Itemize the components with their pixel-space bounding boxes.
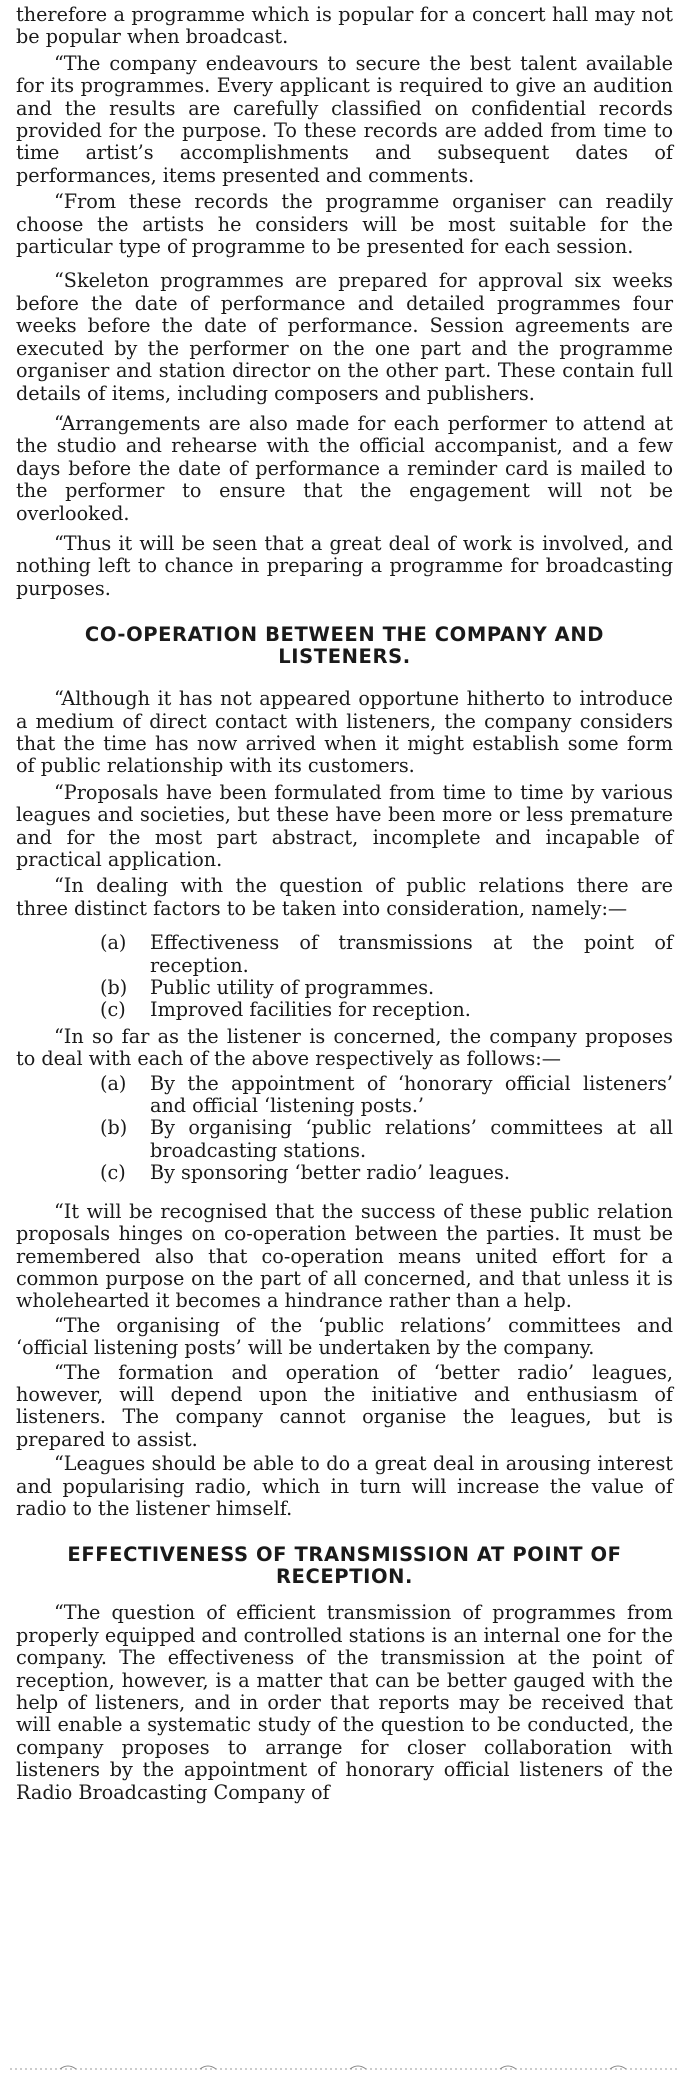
paragraph-efficient-transmission: “The question of efficient transmission of programmes from properly equipped and controlled stations is an internal one for the company. The effectiveness of the transmission at the point of reception, however, is a matter that can be better gauged with the help of listeners, and in order that reports may be received that will enable a systematic study of the question to be conducted, the company proposes to arrange for closer collaboration with listeners by the appointment of honorary official listeners of the Radio Broadcasting Company of	[16, 1601, 673, 1804]
ornament-arc	[200, 2066, 216, 2069]
paragraph-although: “Although it has not appeared opportune hitherto to introduce a medium of direct contact with listeners, the company considers that the time has now arrived when it might establish some form of public relationship with its customers.	[16, 687, 673, 778]
list-marker: (b)	[100, 1116, 128, 1140]
paragraph-leagues-arousing-interest: “Leagues should be able to do a great deal in arousing interest and popularising radio, which in turn will increase the value of radio to the listener himself.	[16, 1452, 673, 1520]
paragraph-arrangements: “Arrangements are also made for each performer to attend at the studio and rehearse with the official accompanist, and a few days before the date of performance a reminder card is mailed to the performer to ensure that the engagement will not be overlooked.	[16, 411, 673, 525]
paragraph-better-radio-leagues: “The formation and operation of ‘better radio’ leagues, however, will depend upon the initiative and enthusiasm of listeners. The company cannot organise the leagues, but is prepared to assist.	[16, 1360, 673, 1451]
ornament-arc	[350, 2066, 366, 2069]
list-marker: (c)	[100, 1161, 126, 1185]
list-item	[100, 932, 673, 977]
paragraph-in-so-far: “In so far as the listener is concerned, the company proposes to deal with each of the above respectively as follows:—	[16, 1024, 673, 1071]
list-marker: (a)	[100, 931, 127, 955]
paragraph-proposals: “Proposals have been formulated from time to time by various leagues and societies, but these have been more or less premature and for the most part abstract, incomplete and incapable of practical application.	[16, 780, 673, 871]
paragraph-organising-committees: “The organising of the ‘public relations’ committees and ‘official listening posts’ will be undertaken by the company.	[16, 1313, 673, 1360]
list-item-text: By sponsoring ‘better radio’ leagues.	[150, 1161, 510, 1185]
list-marker: (b)	[100, 976, 128, 1000]
paragraph-in-dealing: “In dealing with the question of public relations there are three distinct factors to be taken into consideration, namely:—	[16, 874, 673, 920]
ornament-arc	[610, 2066, 626, 2069]
list-item-text: By the appointment of ‘honorary official listeners’ and official ‘listening posts.’	[150, 1071, 673, 1118]
list-item	[100, 1162, 673, 1184]
paragraph-skeleton-programmes: “Skeleton programmes are prepared for approval six weeks before the date of performance and detailed programmes four weeks before the date of performance. Session agreements are executed by the performer on the one part and the programme organiser and station director on the other part. These contain full details of items, including composers and publishers.	[16, 269, 673, 405]
ornament-arc	[60, 2066, 76, 2069]
list-item-text: By organising ‘public relations’ committees at all broadcasting stations.	[150, 1116, 673, 1162]
list-item-text: Improved facilities for reception.	[150, 998, 471, 1022]
list-item-text: Effectiveness of transmissions at the point of reception.	[150, 931, 673, 977]
list-item	[100, 977, 673, 999]
paragraph-thus: “Thus it will be seen that a great deal of work is involved, and nothing left to chance in preparing a programme for broadcasting purposes.	[16, 531, 673, 600]
proposals-list	[16, 1073, 673, 1185]
list-item	[100, 1117, 673, 1162]
list-marker: (c)	[100, 998, 126, 1022]
paragraph-records: “From these records the programme organiser can readily choose the artists he considers will be most suitable for the particular type of programme to be presented for each session.	[16, 190, 673, 259]
ornament-arc	[500, 2066, 516, 2069]
heading-co-operation: CO-OPERATION BETWEEN THE COMPANY AND LISTENERS.	[84, 623, 605, 669]
paragraph-talent: “The company endeavours to secure the best talent available for its programmes. Every applicant is required to give an audition and the results are carefully classified on confidential records provided for the purpose. To these records are added from time to time artist’s accomplishments and subsequent dates of performances, items presented and comments.	[16, 51, 673, 187]
heading-effectiveness-of-transmission: EFFECTIVENESS OF TRANSMISSION AT POINT OF RECEPTION.	[67, 1543, 622, 1589]
paragraph-it-will-be-recognised: “It will be recognised that the success of these public relation proposals hinges on co-operation between the parties. It must be remembered also that co-operation means united effort for a common purpose on the part of all concerned, and that unless it is wholehearted it becomes a hindrance rather than a help.	[16, 1199, 673, 1313]
list-marker: (a)	[100, 1071, 127, 1095]
list-item	[100, 1073, 673, 1118]
list-item	[100, 999, 673, 1021]
page-bottom-ornament	[0, 2062, 687, 2076]
paragraph-continuation: therefore a programme which is popular for a concert hall may not be popular when broadcast.	[16, 3, 673, 49]
factors-list	[16, 932, 673, 1022]
list-item-text: Public utility of programmes.	[150, 976, 435, 1000]
